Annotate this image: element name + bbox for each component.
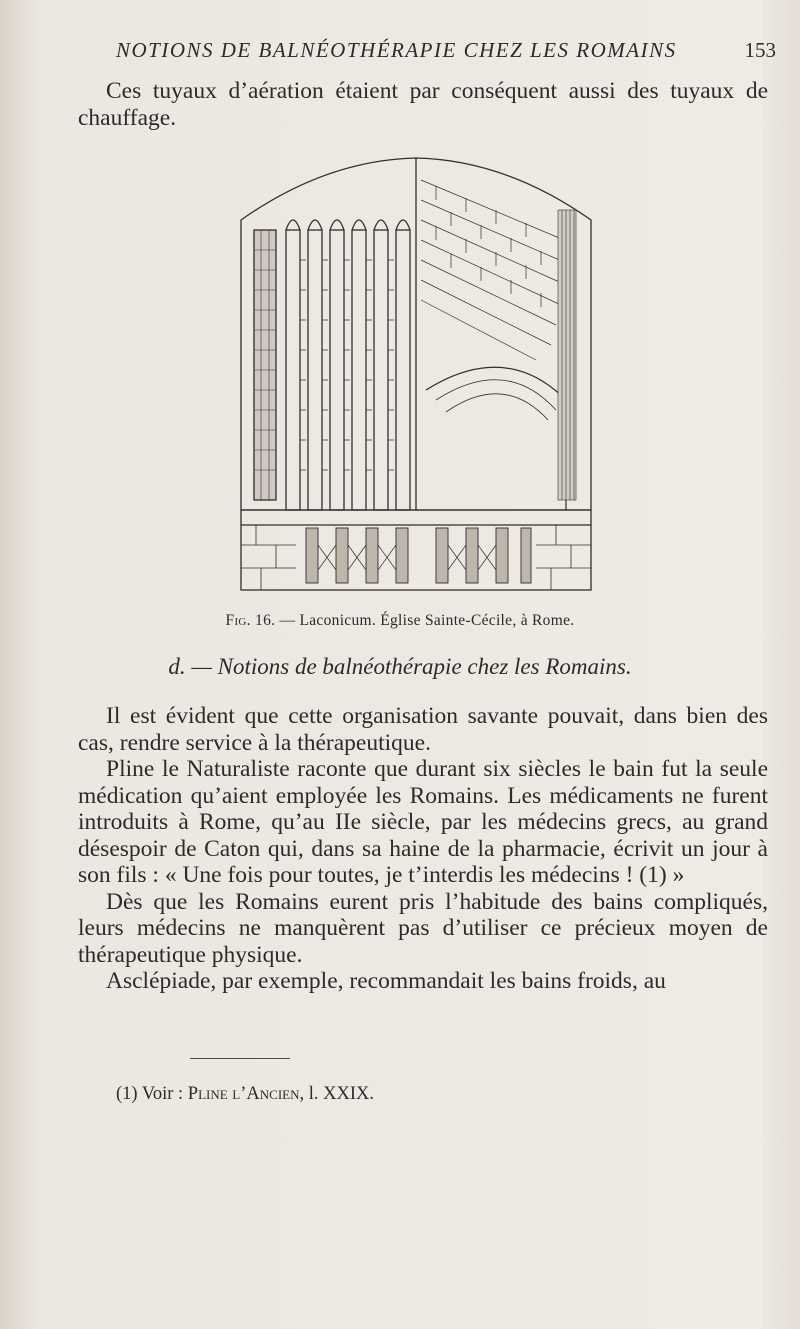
paragraph: Dès que les Romains eurent pris l’habitude des bains compliqués, leurs médecins ne manquèrent pas d’utiliser ce précieux moyen de thérapeutique physique. <box>78 888 768 968</box>
footnote-marker: (1) Voir : <box>116 1084 188 1104</box>
page-number: 153 <box>744 38 776 62</box>
body-text <box>78 703 768 995</box>
footnote-author: Pline l’Ancien <box>187 1084 300 1104</box>
figure-number: Fig. 16. <box>225 612 276 629</box>
intro-paragraph: Ces tuyaux d’aération étaient par conséquent aussi des tuyaux de chauffage. <box>78 78 768 131</box>
intro-text <box>78 78 768 131</box>
running-title: NOTIONS DE BALNÉOTHÉRAPIE CHEZ LES ROMAINS <box>116 38 677 62</box>
figure-caption <box>0 612 800 630</box>
running-header <box>116 38 776 63</box>
paragraph: Il est évident que cette organisation savante pouvait, dans bien des cas, rendre service à la thérapeutique. <box>78 703 768 756</box>
paragraph: Pline le Naturaliste raconte que durant six siècles le bain fut la seule médication qu’aient employée les Romains. Les médicaments ne furent introduits à Rome, qu’au IIe siècle, par les médecins grecs, au grand désespoir de Caton qui, dans sa haine de la pharmacie, écrivit un jour à son fils : « Une fois pour toutes, je t’interdis les médecins ! (1) » <box>78 756 768 888</box>
paragraph: Asclépiade, par exemple, recommandait les bains froids, au <box>106 968 666 994</box>
footnote <box>116 1084 374 1105</box>
laconicum-illustration <box>236 150 596 602</box>
figure-caption-text: — Laconicum. Église Sainte-Cécile, à Rome. <box>275 612 575 629</box>
footnote-rule <box>190 1058 290 1059</box>
footnote-reference: , l. XXIX. <box>299 1084 374 1104</box>
section-title: d. — Notions de balnéothérapie chez les Romains. <box>168 654 632 679</box>
